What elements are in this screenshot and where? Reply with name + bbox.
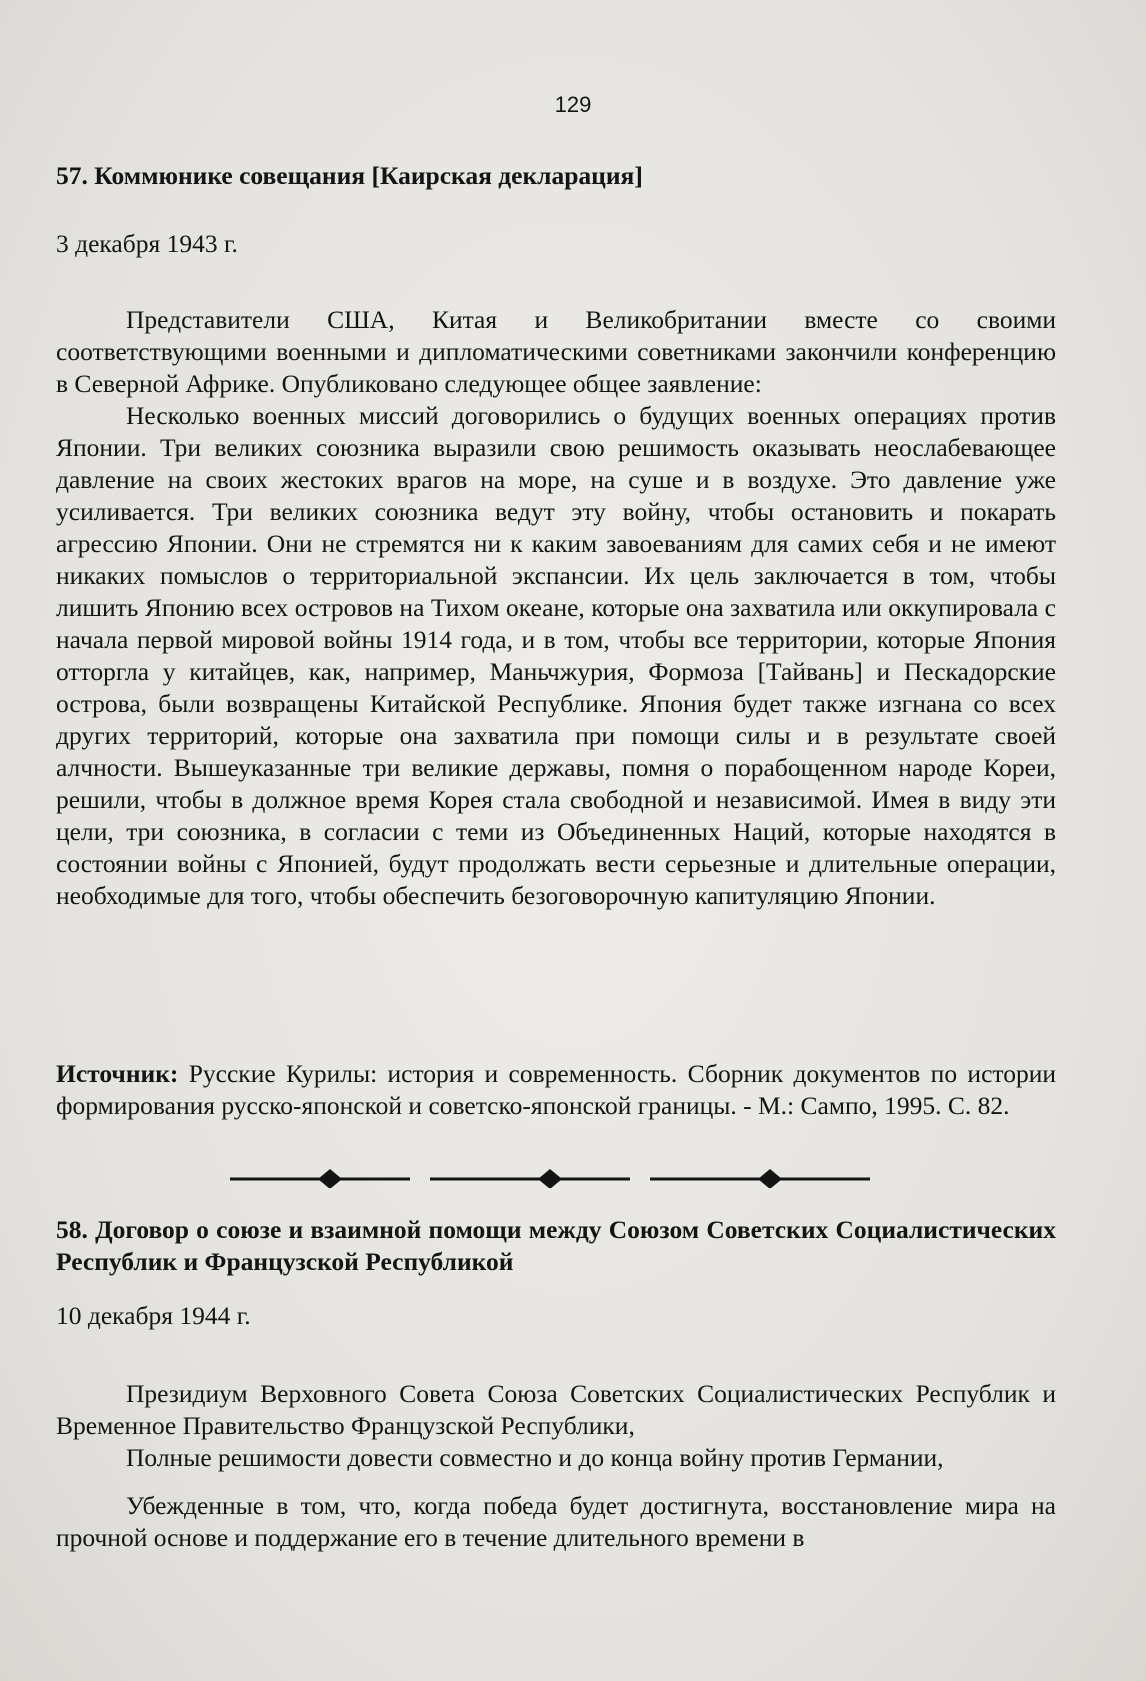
section-divider xyxy=(230,1168,870,1188)
doc57-paragraph-2: Несколько военных миссий договорились о будущих военных операциях против Японии. Три великих союзника выразили свою решимость оказывать неослабевающее давление на своих жестоких врагов на море, на суше и в воздухе. Это давление уже усиливается. Три великих союзника ведут эту войну, чтобы остановить и покарать агрессию Японии. Они не стремятся ни к каким завоеваниям для самих себя и не имеют никаких помыслов о территориальной экспансии. Их цель заключается в том, чтобы лишить Японию всех островов на Тихом океане, которые она захватила или оккупировала с начала первой мировой войны 1914 года, и в том, чтобы все территории, которые Япония отторгла у китайцев, как, например, Маньчжурия, Формоза [Тайвань] и Пескадорские острова, были возвращены Китайской Республике. Япония будет также изгнана со всех других территорий, которые она захватила при помощи силы и в результате своей алчности. Вышеуказанные три великие державы, помня о порабощенном народе Кореи, решили, чтобы в должное время Корея стала свободной и независимой. Имея в виду эти цели, три союзника, в согласии с теми из Объединенных Наций, которые находятся в состоянии войны с Японией, будут продолжать вести серьезные и длительные операции, необходимые для того, чтобы обеспечить безоговорочную капитуляцию Японии. xyxy=(56,401,1056,910)
doc57-title: 57. Коммюнике совещания [Каирская декларация] xyxy=(56,161,643,190)
page-number: 129 xyxy=(554,92,592,117)
doc58-paragraph-1: Президиум Верховного Совета Союза Советских Социалистических Республик и Временное Правительство Французской Республики, xyxy=(56,1379,1056,1440)
doc58-paragraph-3: Убежденные в том, что, когда победа будет достигнута, восстановление мира на прочной основе и поддержание его в течение длительного времени в xyxy=(56,1491,1056,1552)
doc57-date: 3 декабря 1943 г. xyxy=(56,229,238,258)
doc58-body xyxy=(56,1378,1056,1554)
divider-ornament-icon xyxy=(230,1168,870,1188)
doc58-paragraph-2: Полные решимости довести совместно и до конца войну против Германии, xyxy=(126,1443,944,1472)
source-label: Источник: xyxy=(56,1059,179,1088)
doc57-source xyxy=(56,1058,1056,1122)
doc58-date: 10 декабря 1944 г. xyxy=(56,1301,251,1330)
source-text: Русские Курилы: история и современность. Сборник документов по истории формирования русско-японской и советско-японской границы. - М.: Сампо, 1995. С. 82. xyxy=(56,1059,1056,1120)
doc57-paragraph-1: Представители США, Китая и Великобритании вместе со своими соответствующими военными и дипломатическими советниками закончили конференцию в Северной Африке. Опубликовано следующее общее заявление: xyxy=(56,305,1056,398)
doc57-body xyxy=(56,304,1056,912)
doc58-title: 58. Договор о союзе и взаимной помощи между Союзом Советских Социалистических Республик и Французской Республикой xyxy=(56,1215,1056,1276)
